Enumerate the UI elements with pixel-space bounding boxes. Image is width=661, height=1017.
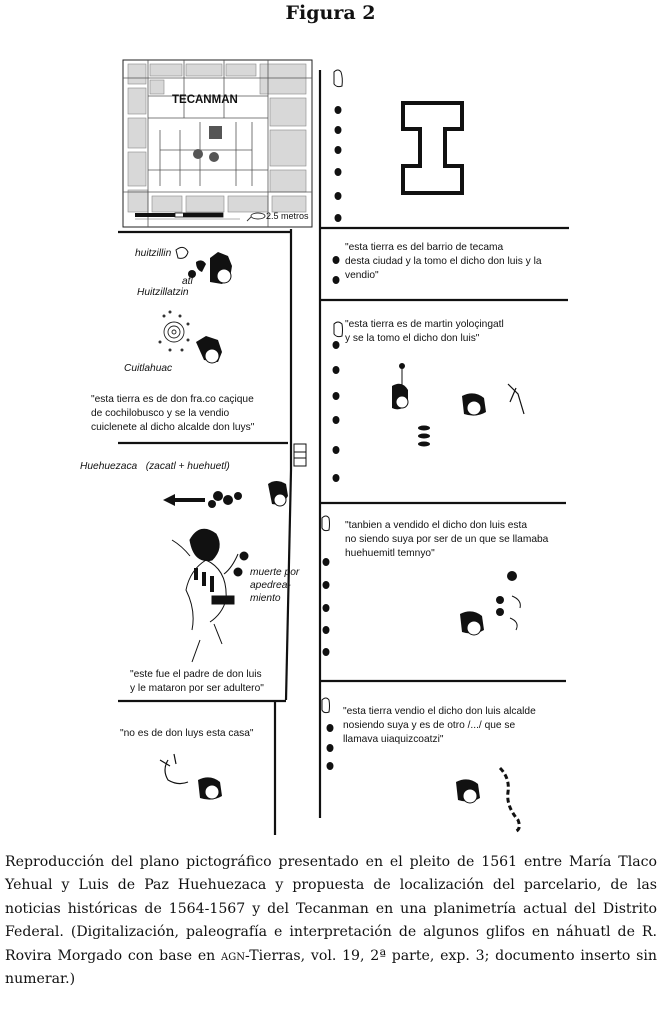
- modern-planimetry-map: [123, 60, 312, 227]
- letter-i-mark: [403, 103, 462, 193]
- glyph-label-huitzillin: huitzillin: [135, 248, 172, 259]
- head-glyph-yolocingatl: [462, 384, 524, 416]
- hand-glyphs: [322, 70, 343, 713]
- note-martin: "esta tierra es de martin yoloçingatl y se la tomo el dicho don luis": [345, 319, 504, 344]
- glyph-label-huitzillatzin: Huitzillatzin: [137, 287, 189, 298]
- glyph-label-cuitlahuac: Cuitlahuac: [124, 363, 173, 374]
- caption-text-after: -Tierras, vol. 19, 2ª parte, exp. 3; documento inserto sin numerar.): [5, 947, 657, 988]
- caption-text-before: Reproducción del plano pictográfico presentado en el pleito de 1561 entre María Tlaco Yehual y Luis de Paz Huehuezaca y propuesta de localización del parcelario, de las noticias históricas de 1564-1567 y del Tecanman en una planimetría actual del Distrito Federal. (Digitalización, paleografía e interpretación de algunos glifos en náhuatl de R. Rovira Morgado con base en: [5, 854, 657, 964]
- note-barrio: "esta tierra es del barrio de tecama desta ciudad y la tomo el dicho don luis y la vendio": [345, 242, 542, 281]
- note-tambien: "tanbien a vendido el dicho don luis esta no siendo suya por ser de un que se llamaba huehuemitl temnyo": [345, 520, 549, 559]
- note-alcalde: "esta tierra vendio el dicho don luis alcalde nosiendo suya y es de otro /.../ que se llamava uiaquizcoatzi": [343, 706, 536, 745]
- head-glyph-casa: [160, 754, 222, 800]
- head-glyph-uiaquizcoatzi: [456, 768, 519, 832]
- head-glyph-huehuezaca: [268, 444, 306, 506]
- figure-title: Figura 2: [285, 2, 376, 24]
- note-casa: "no es de don luys esta casa": [120, 728, 254, 739]
- caption-agn: agn: [221, 947, 245, 964]
- glyph-label-huehuezaca: Huehuezaca (zacatl + huehuetl): [80, 461, 230, 472]
- figure-glyph-stoning: [172, 529, 248, 662]
- figure-caption: [5, 851, 657, 991]
- head-glyph-martin: [392, 363, 408, 409]
- footprint-marks: [323, 106, 431, 770]
- map-scale-label: 2.5 metros: [266, 211, 309, 221]
- glyph-label-muerte: muerte por apedrea- miento: [250, 567, 300, 604]
- head-glyph-cuitlahuac: [159, 311, 223, 364]
- arrow-glyph: [163, 491, 242, 508]
- note-cacique: "esta tierra es de don fra.co caçique de cochilobusco y se la vendio cuiclenete al dicho alcalde don luys": [91, 394, 255, 433]
- map-label: TECANMAN: [172, 94, 238, 106]
- note-padre: "este fue el padre de don luis y le mataron por ser adultero": [130, 669, 264, 694]
- head-glyph-huehuemitl: [460, 571, 520, 635]
- glyph-label-atl: atl: [182, 276, 193, 287]
